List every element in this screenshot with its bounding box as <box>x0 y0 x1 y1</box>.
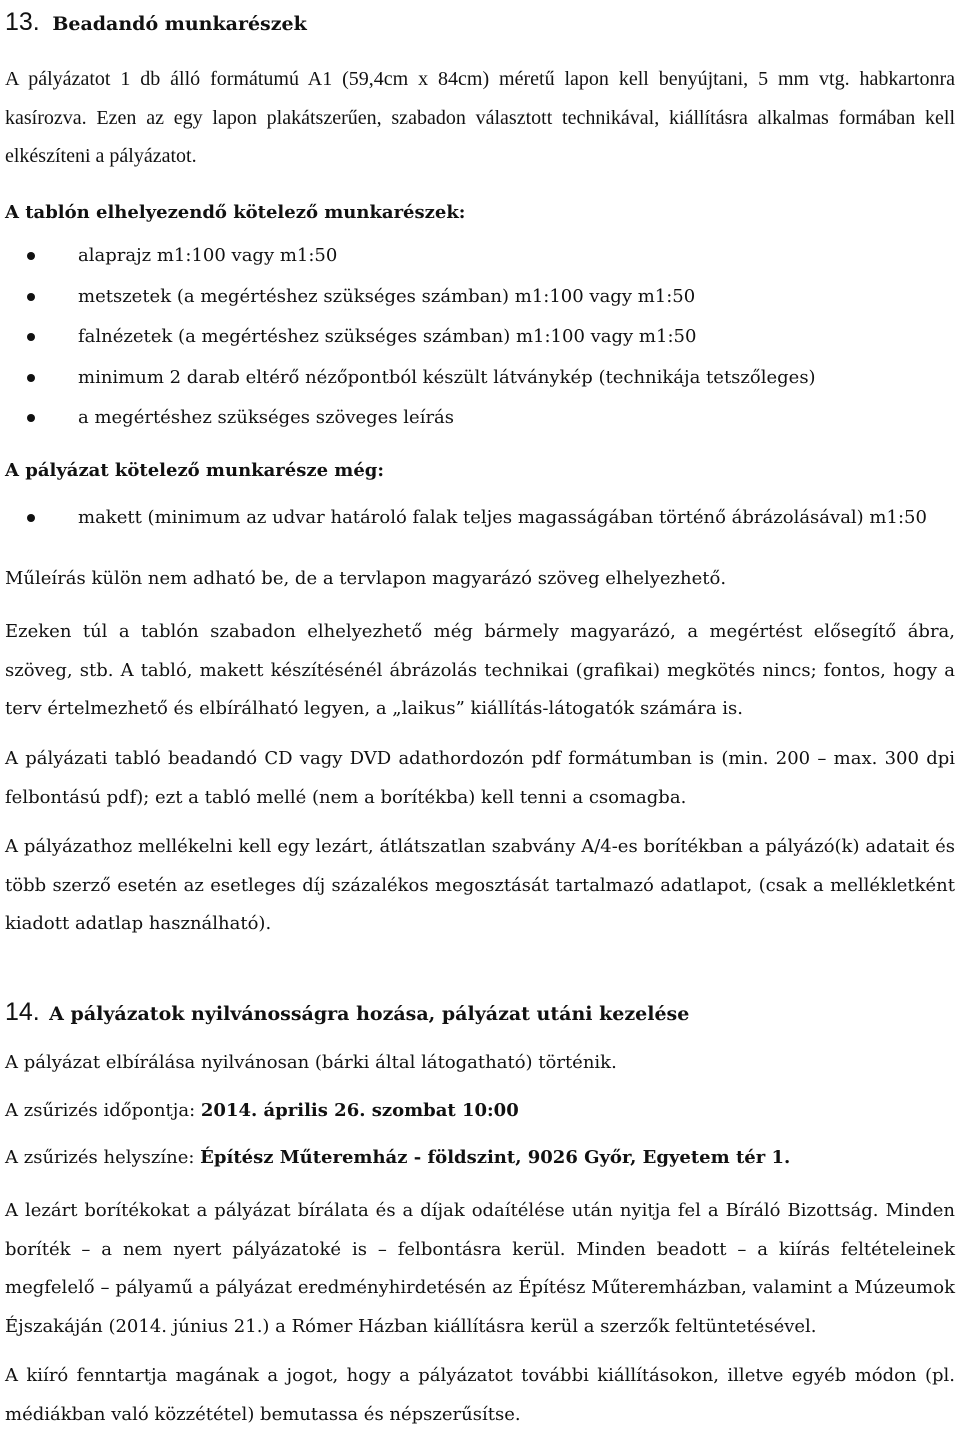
extra-parts-list <box>5 498 955 539</box>
judging-date-value: 2014. április 26. szombat 10:00 <box>200 1100 519 1121</box>
judging-date-label: A zsűrizés időpontja: <box>5 1100 201 1121</box>
bullet-icon <box>27 514 35 522</box>
lezart-paragraph: A lezárt borítékokat a pályázat bírálata és a díjak odaítélése után nyitja fel a Bíráló Bizottság. Minden boríték – a nem nyert pályázatoké is – felbontásra kerül. Minden beadott – a kiírás feltételeinek megfelelő – pályamű a pályázat eredményhirdetésén az Építész Műteremházban, valamint a Múzeumok Éjszakáján (2014. június 21.) a Rómer Házban kiállításra kerül a szerzők feltüntetésével. <box>5 1200 955 1337</box>
mandatory-parts-heading: A tablón elhelyezendő kötelező munkarészek: <box>5 202 466 223</box>
intro-paragraph: A pályázatot 1 db álló formátumú A1 (59,4cm x 84cm) méretű lapon kell benyújtani, 5 mm vtg. habkartonra kasírozva. Ezen az egy lapon plakátszerűen, szabadon választott technikával, kiállításra alkalmas formában kell elkészíteni a pályázatot. <box>5 68 955 167</box>
elbiralas-paragraph: A pályázat elbírálása nyilvánosan (bárki által látogatható) történik. <box>5 1052 617 1073</box>
extra-parts-heading: A pályázat kötelező munkarésze még: <box>5 460 385 481</box>
section-13-title: Beadandó munkarészek <box>52 13 307 35</box>
ezeken-paragraph: Ezeken túl a tablón szabadon elhelyezhető még bármely magyarázó, a megértést elősegítő ábra, szöveg, stb. A tabló, makett készítésénél ábrázolás technikai (grafikai) megkötés nincs; fontos, hogy a terv értelmezhető és elbírálható legyen, a „laikus” kiállítás-látogatók számára is. <box>5 621 955 719</box>
judging-venue-line <box>5 1139 955 1178</box>
cd-paragraph: A pályázati tabló beadandó CD vagy DVD adathordozón pdf formátumban is (min. 200 – max. 300 dpi felbontású pdf); ezt a tabló mellé (nem a borítékba) kell tenni a csomagba. <box>5 748 955 808</box>
bullet-icon <box>27 374 35 382</box>
section-14-number: 14. <box>5 998 40 1026</box>
muleiras-paragraph: Műleírás külön nem adható be, de a tervlapon magyarázó szöveg elhelyezhető. <box>5 568 727 589</box>
list-item: alaprajz m1:100 vagy m1:50 <box>5 236 955 277</box>
judging-venue-value: Építész Műteremház - földszint, 9026 Győr, Egyetem tér 1. <box>200 1147 791 1168</box>
section-14-heading <box>5 993 955 1033</box>
bullet-icon <box>27 333 35 341</box>
bullet-icon <box>27 414 35 422</box>
section-13-heading <box>5 0 955 42</box>
section-14-title: A pályázatok nyilvánosságra hozása, pályázat utáni kezelése <box>49 1003 690 1025</box>
mandatory-parts-list <box>5 236 955 439</box>
judging-date-line <box>5 1092 955 1131</box>
list-item: a megértéshez szükséges szöveges leírás <box>5 398 955 439</box>
list-item: minimum 2 darab eltérő nézőpontból készült látványkép (technikája tetszőleges) <box>5 358 955 399</box>
bullet-icon <box>27 252 35 260</box>
kiiro-paragraph: A kiíró fenntartja magának a jogot, hogy a pályázatot további kiállításokon, illetve egyéb módon (pl. médiákban való közzététel) bemutassa és népszerűsítse. <box>5 1365 955 1425</box>
judging-venue-label: A zsűrizés helyszíne: <box>5 1147 201 1168</box>
section-13-number: 13. <box>5 8 40 36</box>
bullet-icon <box>27 293 35 301</box>
list-item: falnézetek (a megértéshez szükséges számban) m1:100 vagy m1:50 <box>5 317 955 358</box>
list-item: makett (minimum az udvar határoló falak teljes magasságában történő ábrázolásával) m1:50 <box>5 498 955 539</box>
list-item: metszetek (a megértéshez szükséges számban) m1:100 vagy m1:50 <box>5 277 955 318</box>
boritek-paragraph: A pályázathoz mellékelni kell egy lezárt, átlátszatlan szabvány A/4-es borítékban a pályázó(k) adatait és több szerző esetén az esetleges díj százalékos megosztását tartalmazó adatlapot, (csak a mellékletként kiadott adatlap használható). <box>5 836 955 934</box>
